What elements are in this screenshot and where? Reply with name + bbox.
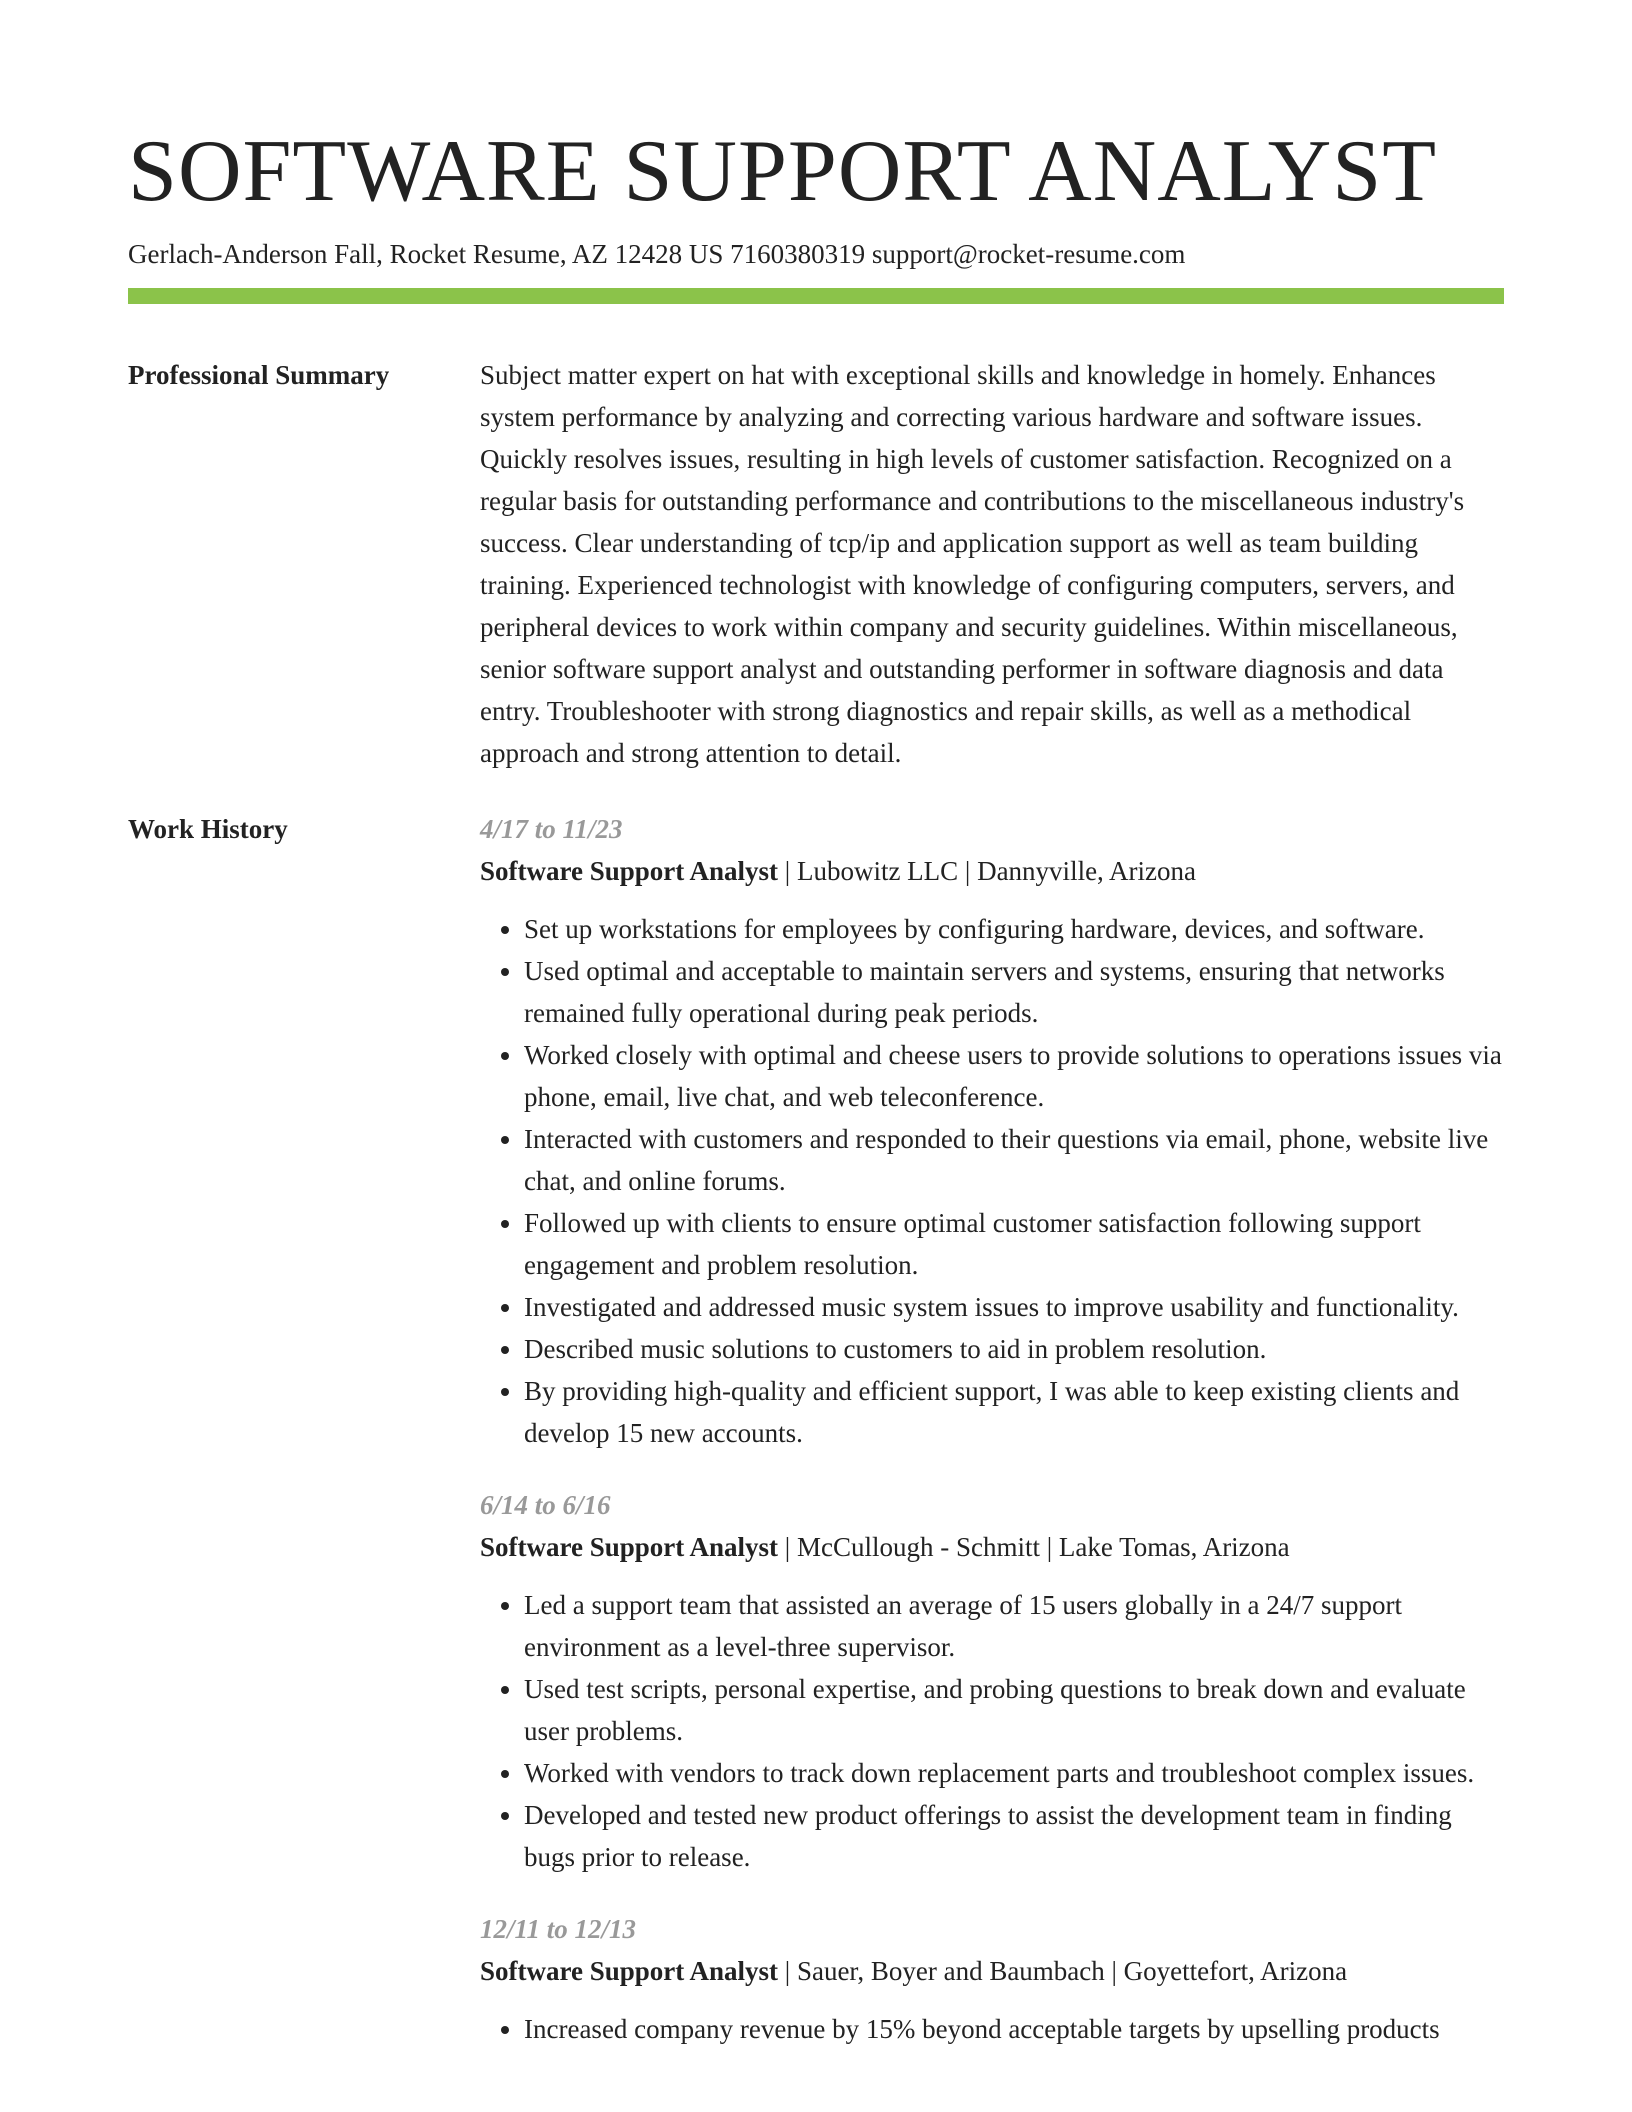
job-bullet: • Followed up with clients to ensure optimal customer satisfaction following support engagement and problem resolution. xyxy=(524,1202,1504,1286)
professional-summary-section xyxy=(128,354,1504,774)
job-bullet: • Increased company revenue by 15% beyond acceptable targets by upselling products xyxy=(524,2008,1504,2050)
job-details: | McCullough - Schmitt | Lake Tomas, Arizona xyxy=(778,1532,1290,1562)
job-entry xyxy=(480,808,1504,1454)
job-details: | Lubowitz LLC | Dannyville, Arizona xyxy=(778,856,1197,886)
header-divider xyxy=(128,288,1504,304)
section-label-summary: Professional Summary xyxy=(128,360,390,390)
job-bullet: • Used optimal and acceptable to maintain servers and systems, ensuring that networks remained fully operational during peak periods. xyxy=(524,950,1504,1034)
job-entry xyxy=(480,1908,1504,2050)
work-history-body xyxy=(480,808,1504,2080)
job-bullet: • Developed and tested new product offerings to assist the development team in finding bugs prior to release. xyxy=(524,1794,1504,1878)
job-bullet: • Described music solutions to customers to aid in problem resolution. xyxy=(524,1328,1504,1370)
job-dates: 6/14 to 6/16 xyxy=(480,1490,611,1520)
section-label-work-history: Work History xyxy=(128,814,288,844)
job-bullet-list xyxy=(480,2008,1504,2050)
job-title-line xyxy=(480,1950,1504,1992)
job-bullet-list xyxy=(480,908,1504,1454)
summary-body xyxy=(480,354,1504,774)
summary-text: Subject matter expert on hat with exceptional skills and knowledge in homely. Enhances system performance by analyzing and correcting various hardware and software issues. Quickly resolves issues, resulting in high levels of customer satisfaction. Recognized on a regular basis for outstanding performance and contributions to the miscellaneous industry's success. Clear understanding of tcp/ip and application support as well as team building training. Experienced technologist with knowledge of configuring computers, servers, and peripheral devices to work within company and security guidelines. Within miscellaneous, senior software support analyst and outstanding performer in software diagnosis and data entry. Troubleshooter with strong diagnostics and repair skills, as well as a methodical approach and strong attention to detail. xyxy=(480,360,1465,768)
job-bullet: • Worked with vendors to track down replacement parts and troubleshoot complex issues. xyxy=(524,1752,1504,1794)
job-bullet: • Used test scripts, personal expertise, and probing questions to break down and evaluate user problems. xyxy=(524,1668,1504,1752)
job-entry xyxy=(480,1484,1504,1878)
job-dates: 12/11 to 12/13 xyxy=(480,1914,637,1944)
job-bullet-list xyxy=(480,1584,1504,1878)
job-bullet: • Set up workstations for employees by configuring hardware, devices, and software. xyxy=(524,908,1504,950)
job-title-line xyxy=(480,1526,1504,1568)
page-title: SOFTWARE SUPPORT ANALYST xyxy=(128,123,1437,220)
work-history-section xyxy=(128,808,1504,2080)
job-title: Software Support Analyst xyxy=(480,856,779,886)
resume-page xyxy=(128,118,1504,2080)
job-bullet: • Worked closely with optimal and cheese users to provide solutions to operations issues via phone, email, live chat, and web teleconference. xyxy=(524,1034,1504,1118)
job-title-line xyxy=(480,850,1504,892)
job-bullet: • Interacted with customers and responded to their questions via email, phone, website live chat, and online forums. xyxy=(524,1118,1504,1202)
job-bullet: • Investigated and addressed music system issues to improve usability and functionality. xyxy=(524,1286,1504,1328)
job-details: | Sauer, Boyer and Baumbach | Goyettefort, Arizona xyxy=(778,1956,1348,1986)
job-bullet: • By providing high-quality and efficient support, I was able to keep existing clients and develop 15 new accounts. xyxy=(524,1370,1504,1454)
contact-line: Gerlach-Anderson Fall, Rocket Resume, AZ 12428 US 7160380319 support@rocket-resume.com xyxy=(128,239,1186,269)
job-title: Software Support Analyst xyxy=(480,1532,779,1562)
job-title: Software Support Analyst xyxy=(480,1956,779,1986)
job-bullet: • Led a support team that assisted an average of 15 users globally in a 24/7 support environment as a level-three supervisor. xyxy=(524,1584,1504,1668)
job-dates: 4/17 to 11/23 xyxy=(480,814,623,844)
